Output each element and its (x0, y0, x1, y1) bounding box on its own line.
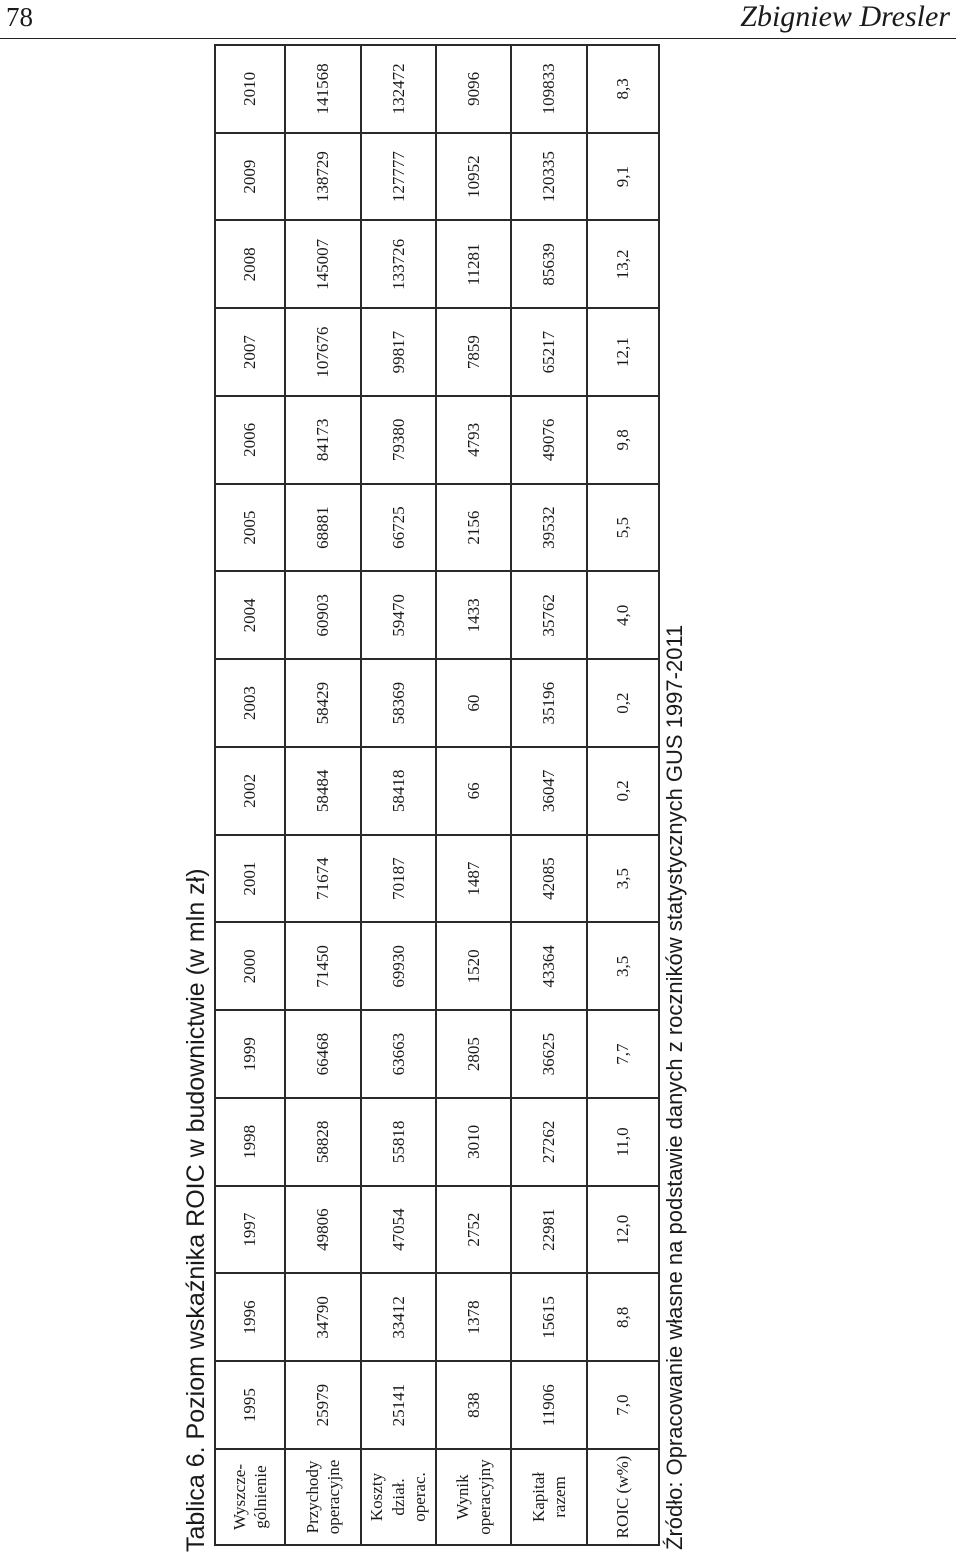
row-label-line: dział. (388, 1478, 408, 1516)
value-cell: 0,2 (587, 747, 659, 835)
value-cell: 79380 (361, 396, 436, 484)
value-cell: 33412 (361, 1274, 436, 1362)
value-cell: 11,0 (587, 1098, 659, 1186)
value-cell: 1378 (436, 1274, 511, 1362)
value-cell: 49806 (285, 1186, 360, 1274)
value-cell: 13,2 (587, 221, 659, 309)
value-cell: 15615 (511, 1274, 586, 1362)
value-cell: 58828 (285, 1098, 360, 1186)
table-caption: Tablica 6. Poziom wskaźnika ROIC w budownictwie (w mln zł) (182, 868, 210, 1552)
value-cell: 12,0 (587, 1186, 659, 1274)
value-cell: 4,0 (587, 572, 659, 660)
value-cell: 60 (436, 659, 511, 747)
row-label-line: operacyjne (323, 1459, 343, 1535)
table-row (511, 45, 586, 1545)
year-header-cell: 1995 (215, 1361, 285, 1449)
table-body (215, 45, 659, 1545)
value-cell: 138729 (285, 133, 360, 221)
value-cell: 12,1 (587, 308, 659, 396)
value-cell: 10952 (436, 133, 511, 221)
value-cell: 25979 (285, 1361, 360, 1449)
row-label-cell (511, 1449, 586, 1545)
year-header-cell: 2008 (215, 221, 285, 309)
value-cell: 22981 (511, 1186, 586, 1274)
value-cell: 59470 (361, 572, 436, 660)
value-cell: 58484 (285, 747, 360, 835)
value-cell: 42085 (511, 835, 586, 923)
value-cell: 63663 (361, 1010, 436, 1098)
value-cell: 47054 (361, 1186, 436, 1274)
value-cell: 43364 (511, 923, 586, 1011)
value-cell: 838 (436, 1361, 511, 1449)
running-head-author: Zbigniew Dresler (740, 0, 950, 33)
year-header-cell: 2005 (215, 484, 285, 572)
value-cell: 70187 (361, 835, 436, 923)
value-cell: 2805 (436, 1010, 511, 1098)
value-cell: 3010 (436, 1098, 511, 1186)
value-cell: 68881 (285, 484, 360, 572)
row-label-line: Wynik (453, 1474, 473, 1520)
value-cell: 35196 (511, 659, 586, 747)
year-header-cell: 2003 (215, 659, 285, 747)
table-row (587, 45, 659, 1545)
value-cell: 11281 (436, 221, 511, 309)
value-cell: 36625 (511, 1010, 586, 1098)
value-cell: 55818 (361, 1098, 436, 1186)
row-label-line: ROIC (w%) (613, 1455, 633, 1539)
value-cell: 7,0 (587, 1361, 659, 1449)
row-label-cell (361, 1449, 436, 1545)
value-cell: 2752 (436, 1186, 511, 1274)
value-cell: 39532 (511, 484, 586, 572)
value-cell: 66725 (361, 484, 436, 572)
value-cell: 3,5 (587, 923, 659, 1011)
value-cell: 1433 (436, 572, 511, 660)
year-header-cell: 2010 (215, 45, 285, 133)
row-label-line: razem (549, 1476, 569, 1518)
value-cell: 5,5 (587, 484, 659, 572)
year-header-cell: 1997 (215, 1186, 285, 1274)
value-cell: 65217 (511, 308, 586, 396)
value-cell: 7859 (436, 308, 511, 396)
value-cell: 36047 (511, 747, 586, 835)
value-cell: 9,1 (587, 133, 659, 221)
value-cell: 66468 (285, 1010, 360, 1098)
value-cell: 133726 (361, 221, 436, 309)
value-cell: 141568 (285, 45, 360, 133)
value-cell: 11906 (511, 1361, 586, 1449)
value-cell: 34790 (285, 1274, 360, 1362)
year-header-cell: 2004 (215, 572, 285, 660)
value-cell: 49076 (511, 396, 586, 484)
row-label-cell (587, 1449, 659, 1545)
page-number: 78 (6, 2, 33, 32)
year-header-cell: 1999 (215, 1010, 285, 1098)
row-label-line: operac. (409, 1472, 429, 1522)
value-cell: 66 (436, 747, 511, 835)
year-header-cell: 2000 (215, 923, 285, 1011)
year-header-cell: 2009 (215, 133, 285, 221)
year-header-cell: 1998 (215, 1098, 285, 1186)
value-cell: 27262 (511, 1098, 586, 1186)
row-label-line: Przychody (302, 1460, 322, 1534)
value-cell: 9,8 (587, 396, 659, 484)
value-cell: 109833 (511, 45, 586, 133)
row-label-cell (285, 1449, 360, 1545)
corner-label-line1: Wyszcze- (229, 1464, 249, 1530)
value-cell: 120335 (511, 133, 586, 221)
value-cell: 8,8 (587, 1274, 659, 1362)
value-cell: 85639 (511, 221, 586, 309)
table-row (361, 45, 436, 1545)
value-cell: 58369 (361, 659, 436, 747)
value-cell: 71450 (285, 923, 360, 1011)
roic-table (214, 44, 660, 1546)
header-row (215, 45, 285, 1545)
value-cell: 0,2 (587, 659, 659, 747)
value-cell: 58418 (361, 747, 436, 835)
value-cell: 71674 (285, 835, 360, 923)
table-row (285, 45, 360, 1545)
year-header-cell: 2006 (215, 396, 285, 484)
year-header-cell: 2002 (215, 747, 285, 835)
corner-label-line2: gólnienie (251, 1465, 271, 1529)
value-cell: 84173 (285, 396, 360, 484)
year-header-cell: 2001 (215, 835, 285, 923)
value-cell: 4793 (436, 396, 511, 484)
year-header-cell: 1996 (215, 1274, 285, 1362)
value-cell: 3,5 (587, 835, 659, 923)
value-cell: 35762 (511, 572, 586, 660)
value-cell: 69930 (361, 923, 436, 1011)
source-note: Źródło: Opracowanie własne na podstawie danych z roczników statystycznych GUS 1997-2011 (662, 624, 687, 1550)
value-cell: 145007 (285, 221, 360, 309)
corner-header-cell (215, 1449, 285, 1545)
row-label-line: operacyjny (474, 1459, 494, 1535)
value-cell: 132472 (361, 45, 436, 133)
row-label-cell (436, 1449, 511, 1545)
value-cell: 7,7 (587, 1010, 659, 1098)
value-cell: 1487 (436, 835, 511, 923)
row-label-line: Koszty (367, 1472, 387, 1522)
value-cell: 107676 (285, 308, 360, 396)
value-cell: 127777 (361, 133, 436, 221)
table-row (436, 45, 511, 1545)
value-cell: 9096 (436, 45, 511, 133)
row-label-line: Kapitał (528, 1471, 548, 1523)
value-cell: 58429 (285, 659, 360, 747)
value-cell: 2156 (436, 484, 511, 572)
value-cell: 99817 (361, 308, 436, 396)
value-cell: 1520 (436, 923, 511, 1011)
value-cell: 25141 (361, 1361, 436, 1449)
value-cell: 8,3 (587, 45, 659, 133)
value-cell: 60903 (285, 572, 360, 660)
year-header-cell: 2007 (215, 308, 285, 396)
